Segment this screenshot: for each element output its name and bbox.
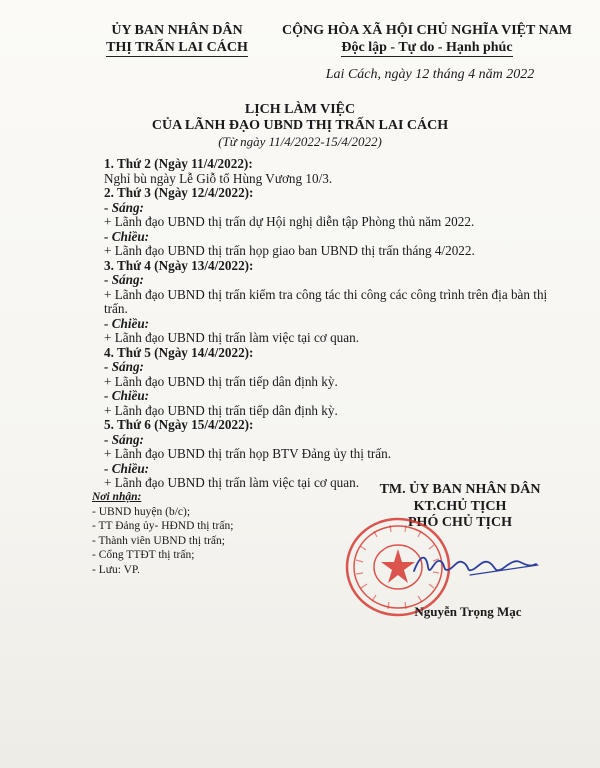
schedule-body	[104, 157, 574, 491]
recipient-item: - UBND huyện (b/c);	[92, 505, 191, 518]
nation-line1: CỘNG HÒA XÃ HỘI CHỦ NGHĨA VIỆT NAM	[281, 23, 572, 38]
session-item: + Lãnh đạo UBND thị trấn làm việc tại cơ quan.	[104, 330, 360, 345]
title-line2: CỦA LÃNH ĐẠO UBND THỊ TRẤN LAI CÁCH	[151, 118, 449, 133]
session-label: - Sáng:	[104, 272, 144, 287]
session-item: + Lãnh đạo UBND thị trấn họp BTV Đảng ủy thị trấn.	[104, 446, 392, 461]
session-item: + Lãnh đạo UBND thị trấn họp giao ban UBND thị trấn tháng 4/2022.	[104, 243, 475, 258]
recipient-item: - Lưu: VP.	[92, 563, 140, 576]
day-heading: 3. Thứ 4 (Ngày 13/4/2022):	[104, 257, 254, 273]
national-motto	[268, 22, 586, 56]
day-heading: 2. Thứ 3 (Ngày 12/4/2022):	[104, 185, 254, 200]
recipients-label: Nơi nhận:	[92, 491, 142, 503]
session-label: - Chiều:	[104, 228, 150, 244]
session-label: - Chiều:	[104, 388, 150, 403]
session-item: + Lãnh đạo UBND thị trấn tiếp dân định kỳ.	[104, 373, 338, 389]
session-item: + Lãnh đạo UBND thị trấn tiếp dân định kỳ.	[104, 402, 338, 418]
session-item: + Lãnh đạo UBND thị trấn làm việc tại cơ quan.	[104, 475, 360, 490]
session-label: - Chiều:	[104, 315, 150, 331]
recipients-block	[92, 490, 292, 577]
day-heading: 1. Thứ 2 (Ngày 11/4/2022):	[104, 156, 253, 171]
agency-line2: THỊ TRẤN LAI CÁCH	[106, 40, 248, 55]
title-line1: LỊCH LÀM VIỆC	[244, 102, 356, 117]
nation-line2: Độc lập - Tự do - Hạnh phúc	[341, 40, 513, 55]
session-item: + Lãnh đạo UBND thị trấn kiểm tra công tác thi công các công trình trên địa bàn thị trấn.	[104, 286, 548, 316]
day-heading: 5. Thứ 6 (Ngày 15/4/2022):	[104, 417, 254, 432]
recipient-item: - Thành viên UBND thị trấn;	[92, 534, 225, 547]
session-label: - Chiều:	[104, 460, 150, 476]
sign-line1: TM. ỦY BAN NHÂN DÂN	[379, 482, 541, 497]
document-date: Lai Cách, ngày 12 tháng 4 năm 2022	[325, 67, 535, 82]
session-label: - Sáng:	[104, 199, 144, 215]
sign-line3: PHÓ CHỦ TỊCH	[408, 515, 512, 530]
session-label: - Sáng:	[104, 431, 144, 447]
recipient-item: - TT Đảng ủy- HĐND thị trấn;	[92, 520, 234, 532]
sign-line2: KT.CHỦ TỊCH	[413, 498, 507, 514]
title-date-range: (Từ ngày 11/4/2022-15/4/2022)	[218, 134, 382, 149]
agency-line1: ỦY BAN NHÂN DÂN	[111, 23, 243, 38]
document-title	[130, 102, 470, 150]
day-note: Nghỉ bù ngày Lễ Giỗ tổ Hùng Vương 10/3.	[104, 170, 333, 186]
recipient-item: - Cổng TTĐT thị trấn;	[92, 549, 195, 561]
signer-name: Nguyễn Trọng Mạc	[414, 604, 522, 619]
session-label: - Sáng:	[104, 359, 144, 374]
day-heading: 4. Thứ 5 (Ngày 14/4/2022):	[104, 344, 254, 360]
session-item: + Lãnh đạo UBND thị trấn dự Hội nghị diễn tập Phòng thủ năm 2022.	[104, 214, 475, 229]
issuing-agency	[92, 22, 262, 56]
handwritten-signature	[410, 545, 540, 585]
